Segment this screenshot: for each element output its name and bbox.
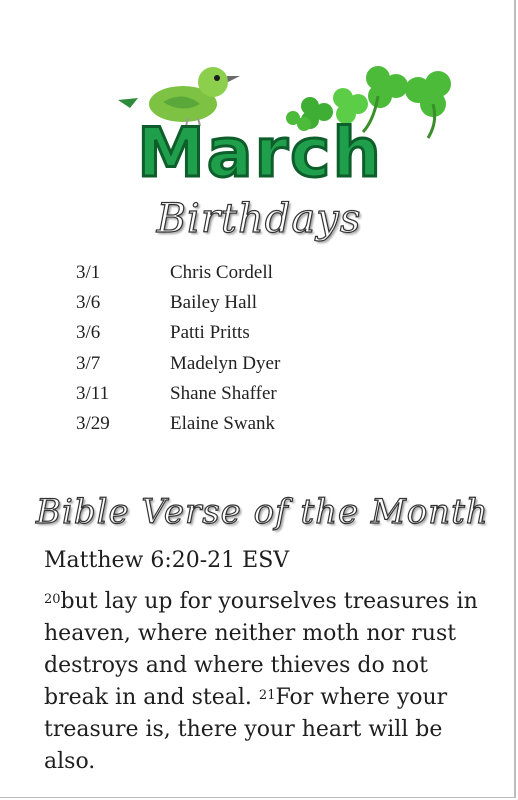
verse-body: For where your treasure is, there your heart will be also. (44, 685, 448, 774)
march-header-art (78, 60, 458, 190)
verse-body: but lay up for yourselves treasures in heaven, where neither moth nor rust destroys and where thieves do not break in and steal. (44, 589, 478, 710)
birthday-name: Chris Cordell (170, 262, 273, 283)
birthday-name: Shane Shaffer (170, 382, 277, 404)
verse-text (44, 586, 494, 778)
list-item (76, 292, 280, 322)
birthday-date: 3/6 (76, 322, 101, 344)
verse-reference: Matthew 6:20-21 ESV (44, 548, 290, 573)
birthday-list (76, 262, 280, 443)
birthday-name: Patti Pritts (170, 322, 250, 344)
birthdays-heading: Birthdays (156, 196, 362, 242)
birthday-date: 3/29 (76, 412, 110, 434)
bible-verse-heading: Bible Verse of the Month (36, 492, 489, 532)
list-item (76, 262, 280, 292)
birthday-date: 3/6 (76, 292, 101, 314)
birthday-name: Bailey Hall (170, 292, 258, 314)
verse-number: 20 (44, 592, 61, 607)
verse-number: 21 (258, 688, 276, 703)
list-item (76, 353, 280, 383)
month-title: March (137, 114, 383, 190)
list-item (76, 322, 280, 352)
birthday-name: Madelyn Dyer (170, 352, 281, 374)
birthday-date: 3/7 (76, 352, 101, 374)
birthday-date: 3/1 (76, 262, 101, 283)
list-item (76, 413, 280, 443)
list-item (76, 383, 280, 413)
birthday-date: 3/11 (76, 382, 110, 404)
birthday-name: Elaine Swank (170, 412, 276, 434)
